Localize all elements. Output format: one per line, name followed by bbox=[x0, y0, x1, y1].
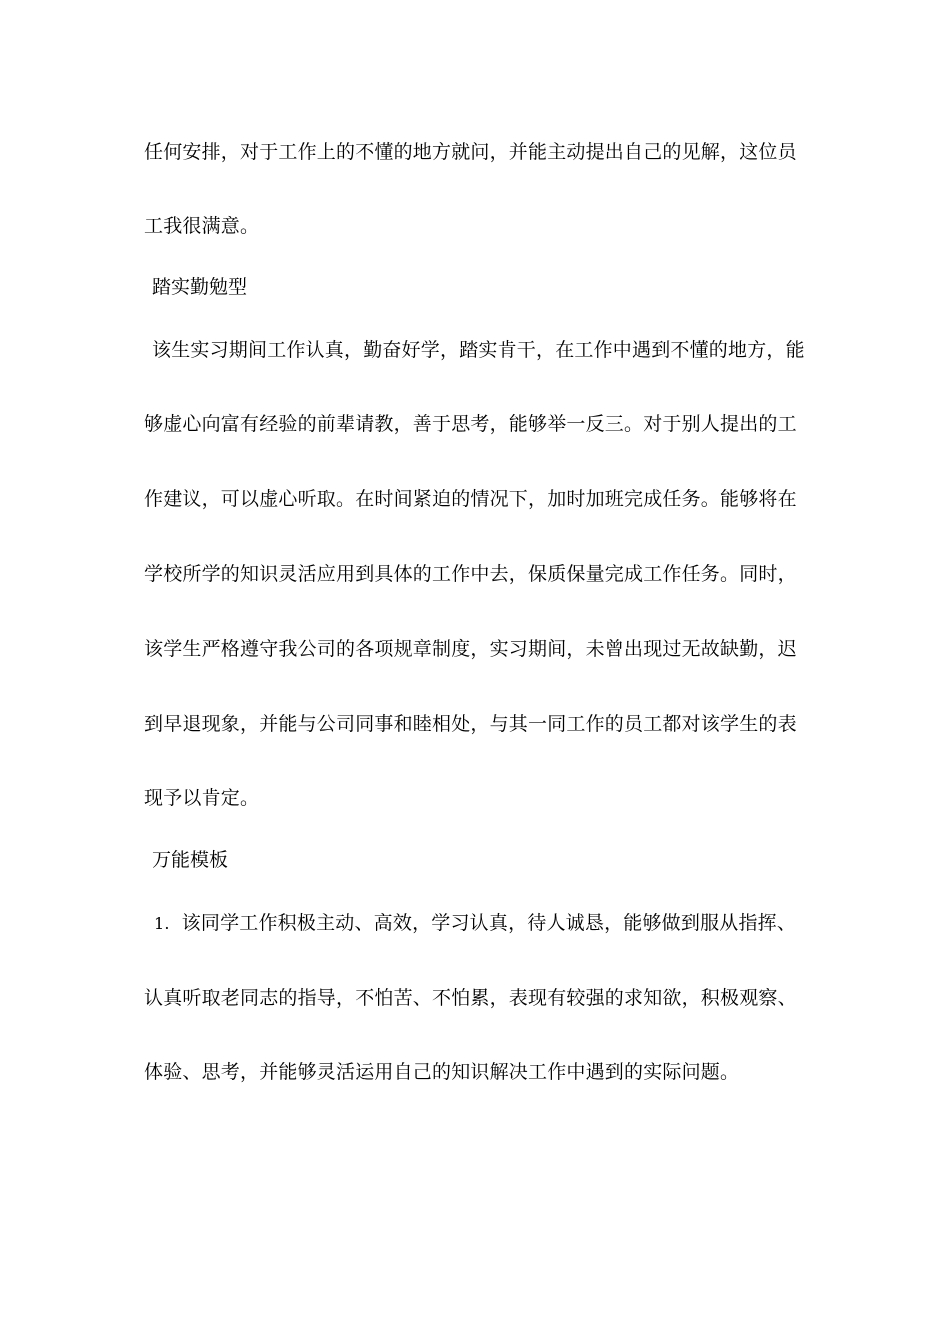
paragraph-line: 该学生严格遵守我公司的各项规章制度，实习期间，未曾出现过无故缺勤，迟 bbox=[144, 638, 797, 660]
paragraph-line: 该生实习期间工作认真，勤奋好学，踏实肯干，在工作中遇到不懂的地方，能 bbox=[152, 339, 805, 361]
paragraph-line: 够虚心向富有经验的前辈请教，善于思考，能够举一反三。对于别人提出的工 bbox=[144, 413, 797, 435]
paragraph-line: 到早退现象，并能与公司同事和睦相处，与其一同工作的员工都对该学生的表 bbox=[144, 713, 797, 735]
paragraph-line: 作建议，可以虚心听取。在时间紧迫的情况下，加时加班完成任务。能够将在 bbox=[144, 488, 797, 510]
paragraph-line: 工我很满意。 bbox=[144, 215, 260, 237]
paragraph-line: 现予以肯定。 bbox=[144, 787, 260, 809]
paragraph-line: 认真听取老同志的指导，不怕苦、不怕累，表现有较强的求知欲，积极观察、 bbox=[144, 987, 797, 1009]
list-item-text: 该同学工作积极主动、高效，学习认真，待人诚恳，能够做到服从指挥、 bbox=[181, 912, 797, 934]
list-item-number: 1. bbox=[154, 914, 170, 933]
paragraph-line: 体验、思考，并能够灵活运用自己的知识解决工作中遇到的实际问题。 bbox=[144, 1061, 740, 1083]
list-item-first-line bbox=[154, 911, 796, 936]
paragraph-line: 任何安排，对于工作上的不懂的地方就问，并能主动提出自己的见解，这位员 bbox=[144, 141, 797, 163]
section-heading: 踏实勤勉型 bbox=[152, 276, 248, 298]
section-heading: 万能模板 bbox=[152, 849, 229, 871]
paragraph-line: 学校所学的知识灵活应用到具体的工作中去，保质保量完成工作任务。同时， bbox=[144, 563, 797, 585]
